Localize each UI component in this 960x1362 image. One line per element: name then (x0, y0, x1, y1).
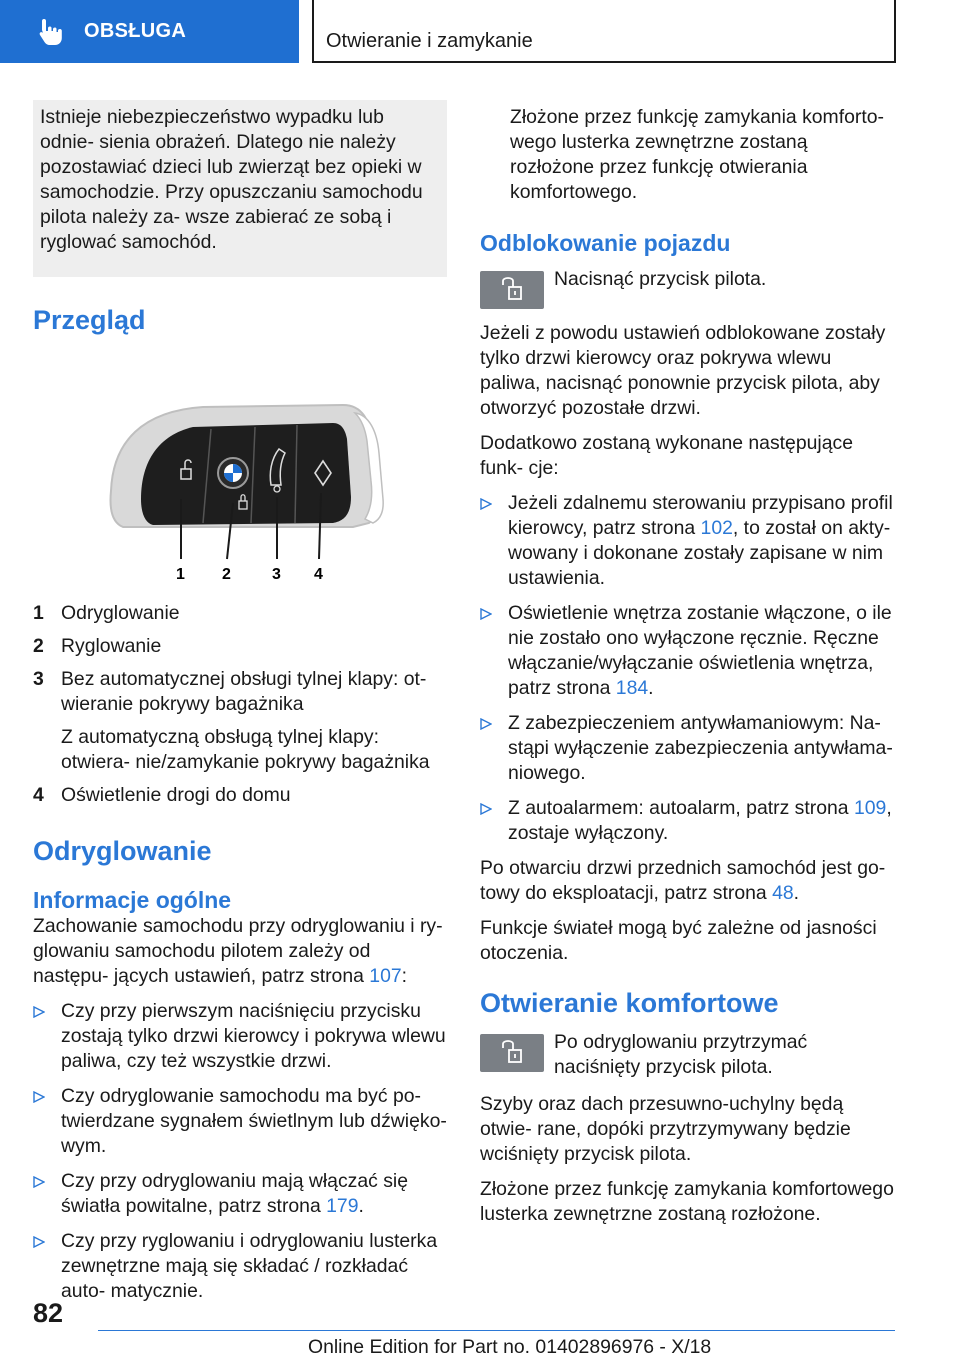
unlock-heading: Odryglowanie (33, 836, 212, 866)
triangle-bullet-icon (33, 999, 61, 1074)
unlock-icon (495, 1040, 529, 1066)
callout-3: 3 (272, 566, 281, 581)
triangle-bullet-icon (480, 491, 508, 591)
list-item: Z autoalarmem: autoalarm, patrz strona 109, zostaje wyłączony. (480, 796, 894, 846)
page-link-107[interactable]: 107 (369, 965, 402, 987)
general-text: Zachowanie samochodu przy odryglowaniu i ry- glowaniu samochodu pilotem zależy od następu- jących ustawień, patrz strona 107: (33, 915, 443, 987)
comfort-button-text: Po odryglowaniu przytrzymać naciśnięty przycisk pilota. (554, 1031, 808, 1078)
legend-text: Oświetlenie drogi do domu (61, 784, 291, 806)
list-item: Czy odryglowanie samochodu ma być po- twierdzane sygnałem świetlnym lub dźwięko- wym. (33, 1084, 447, 1159)
callout-2: 2 (222, 566, 231, 581)
hand-pointer-icon (38, 17, 64, 47)
triangle-bullet-icon (480, 796, 508, 846)
figure-legend (33, 601, 447, 808)
legend-number: 2 (33, 635, 44, 657)
section-tab (0, 0, 299, 63)
unlock-button-text: Nacisnąć przycisk pilota. (554, 268, 767, 290)
triangle-bullet-icon (33, 1084, 61, 1159)
left-column (33, 100, 447, 1314)
page-link-48[interactable]: 48 (772, 882, 794, 904)
comfort-heading: Otwieranie komfortowe (480, 988, 779, 1018)
unlock-button-row (480, 267, 894, 309)
legend-item (33, 634, 447, 659)
chapter-header (312, 0, 896, 63)
general-heading: Informacje ogólne (33, 887, 232, 913)
overview-heading: Przegląd (33, 305, 146, 335)
right-column (480, 100, 894, 1237)
triangle-bullet-icon (33, 1169, 61, 1219)
remote-key-figure (33, 401, 447, 581)
paragraph: Funkcje świateł mogą być zależne od jasności otoczenia. (480, 917, 877, 964)
page-link-184[interactable]: 184 (615, 677, 649, 699)
list-item: Z zabezpieczeniem antywłamaniowym: Na- stąpi wyłączenie zabezpieczenia antywłama- niowego. (480, 711, 894, 786)
paragraph: Złożone przez funkcję zamykania komfortowego lusterka zewnętrzne zostaną rozłożone. (480, 1178, 894, 1225)
list-item: Czy przy odryglowaniu mają włączać się światła powitalne, patrz strona 179. (33, 1169, 447, 1219)
additional-functions-list (480, 491, 894, 846)
legend-number: 3 (33, 668, 44, 690)
list-item: Czy przy pierwszym naciśnięciu przycisku zostają tylko drzwi kierowcy i pokrywa wlewu paliwa, czy też wszystkie drzwi. (33, 999, 447, 1074)
paragraph: Jeżeli z powodu ustawień odblokowane zostały tylko drzwi kierowcy oraz pokrywa wlewu paliwa, nacisnąć ponownie przycisk pilota, aby otworzyć pozostałe drzwi. (480, 322, 886, 419)
legend-number: 4 (33, 784, 44, 806)
remote-key-illustration (33, 401, 447, 581)
legend-item (33, 783, 447, 808)
legend-item (33, 601, 447, 626)
legend-number: 1 (33, 602, 44, 624)
triangle-bullet-icon (480, 711, 508, 786)
unlock-button-image (480, 1034, 544, 1072)
unlock-button-image (480, 271, 544, 309)
intro-text: Złożone przez funkcję zamykania komforto- wego lusterka zewnętrzne zostaną rozłożone przez funkcję otwierania komfortowego. (510, 106, 884, 203)
paragraph: Dodatkowo zostaną wykonane następujące funk- cje: (480, 432, 853, 479)
footer-divider (98, 1330, 895, 1331)
triangle-bullet-icon (33, 1229, 61, 1304)
list-item: Jeżeli zdalnemu sterowaniu przypisano profil kierowcy, patrz strona 102, to został on akty- wowany i dokonane zostały zapisane w nim ustawienia. (480, 491, 894, 591)
list-item: Czy przy ryglowaniu i odryglowaniu lusterka zewnętrzne mają się składać / rozkładać auto- matycznie. (33, 1229, 447, 1304)
legend-item (33, 667, 447, 775)
legend-text: Bez automatycznej obsługi tylnej klapy: ot- wieranie pokrywy bagażnika (61, 668, 427, 715)
page-number: 82 (33, 1298, 64, 1328)
legend-text: Odryglowanie (61, 602, 180, 624)
legend-text: Ryglowanie (61, 635, 162, 657)
chapter-title: Otwieranie i zamykanie (326, 30, 533, 52)
page-link-102[interactable]: 102 (700, 517, 733, 539)
section-label: OBSŁUGA (84, 20, 187, 42)
list-item: Oświetlenie wnętrza zostanie włączone, o ile nie zostało ono wyłączone ręcznie. Ręczne włączanie/wyłączanie oświetlenia wnętrza, patrz strona 184. (480, 601, 894, 701)
page-link-109[interactable]: 109 (853, 797, 887, 819)
unlock-options-list (33, 999, 447, 1304)
comfort-button-row (480, 1030, 894, 1080)
callout-1: 1 (176, 566, 185, 581)
unlock-vehicle-heading: Odblokowanie pojazdu (480, 230, 731, 256)
callout-4: 4 (314, 566, 323, 581)
footer-edition: Online Edition for Part no. 01402896976 - X/18 (308, 1336, 712, 1358)
page-link-179[interactable]: 179 (326, 1195, 359, 1217)
unlock-icon (495, 277, 529, 303)
legend-text-alt: Z automatyczną obsługą tylnej klapy: otwiera- nie/zamykanie pokrywy bagażnika (61, 726, 430, 773)
warning-box: Istnieje niebezpieczeństwo wypadku lub odnie- sienia obrażeń. Dlatego nie należy pozostawiać dzieci lub zwierząt bez opieki w samochodzie. Przy opuszczaniu samochodu pilota należy za- wsze zabierać ze sobą i ryglować samochód. (33, 100, 447, 277)
paragraph: Po otwarciu drzwi przednich samochód jest go- towy do eksploatacji, patrz strona 48. (480, 857, 886, 904)
triangle-bullet-icon (480, 601, 508, 701)
paragraph: Szyby oraz dach przesuwno-uchylny będą otwie- rane, dopóki przytrzymywany będzie wciśnięty przycisk pilota. (480, 1093, 851, 1165)
